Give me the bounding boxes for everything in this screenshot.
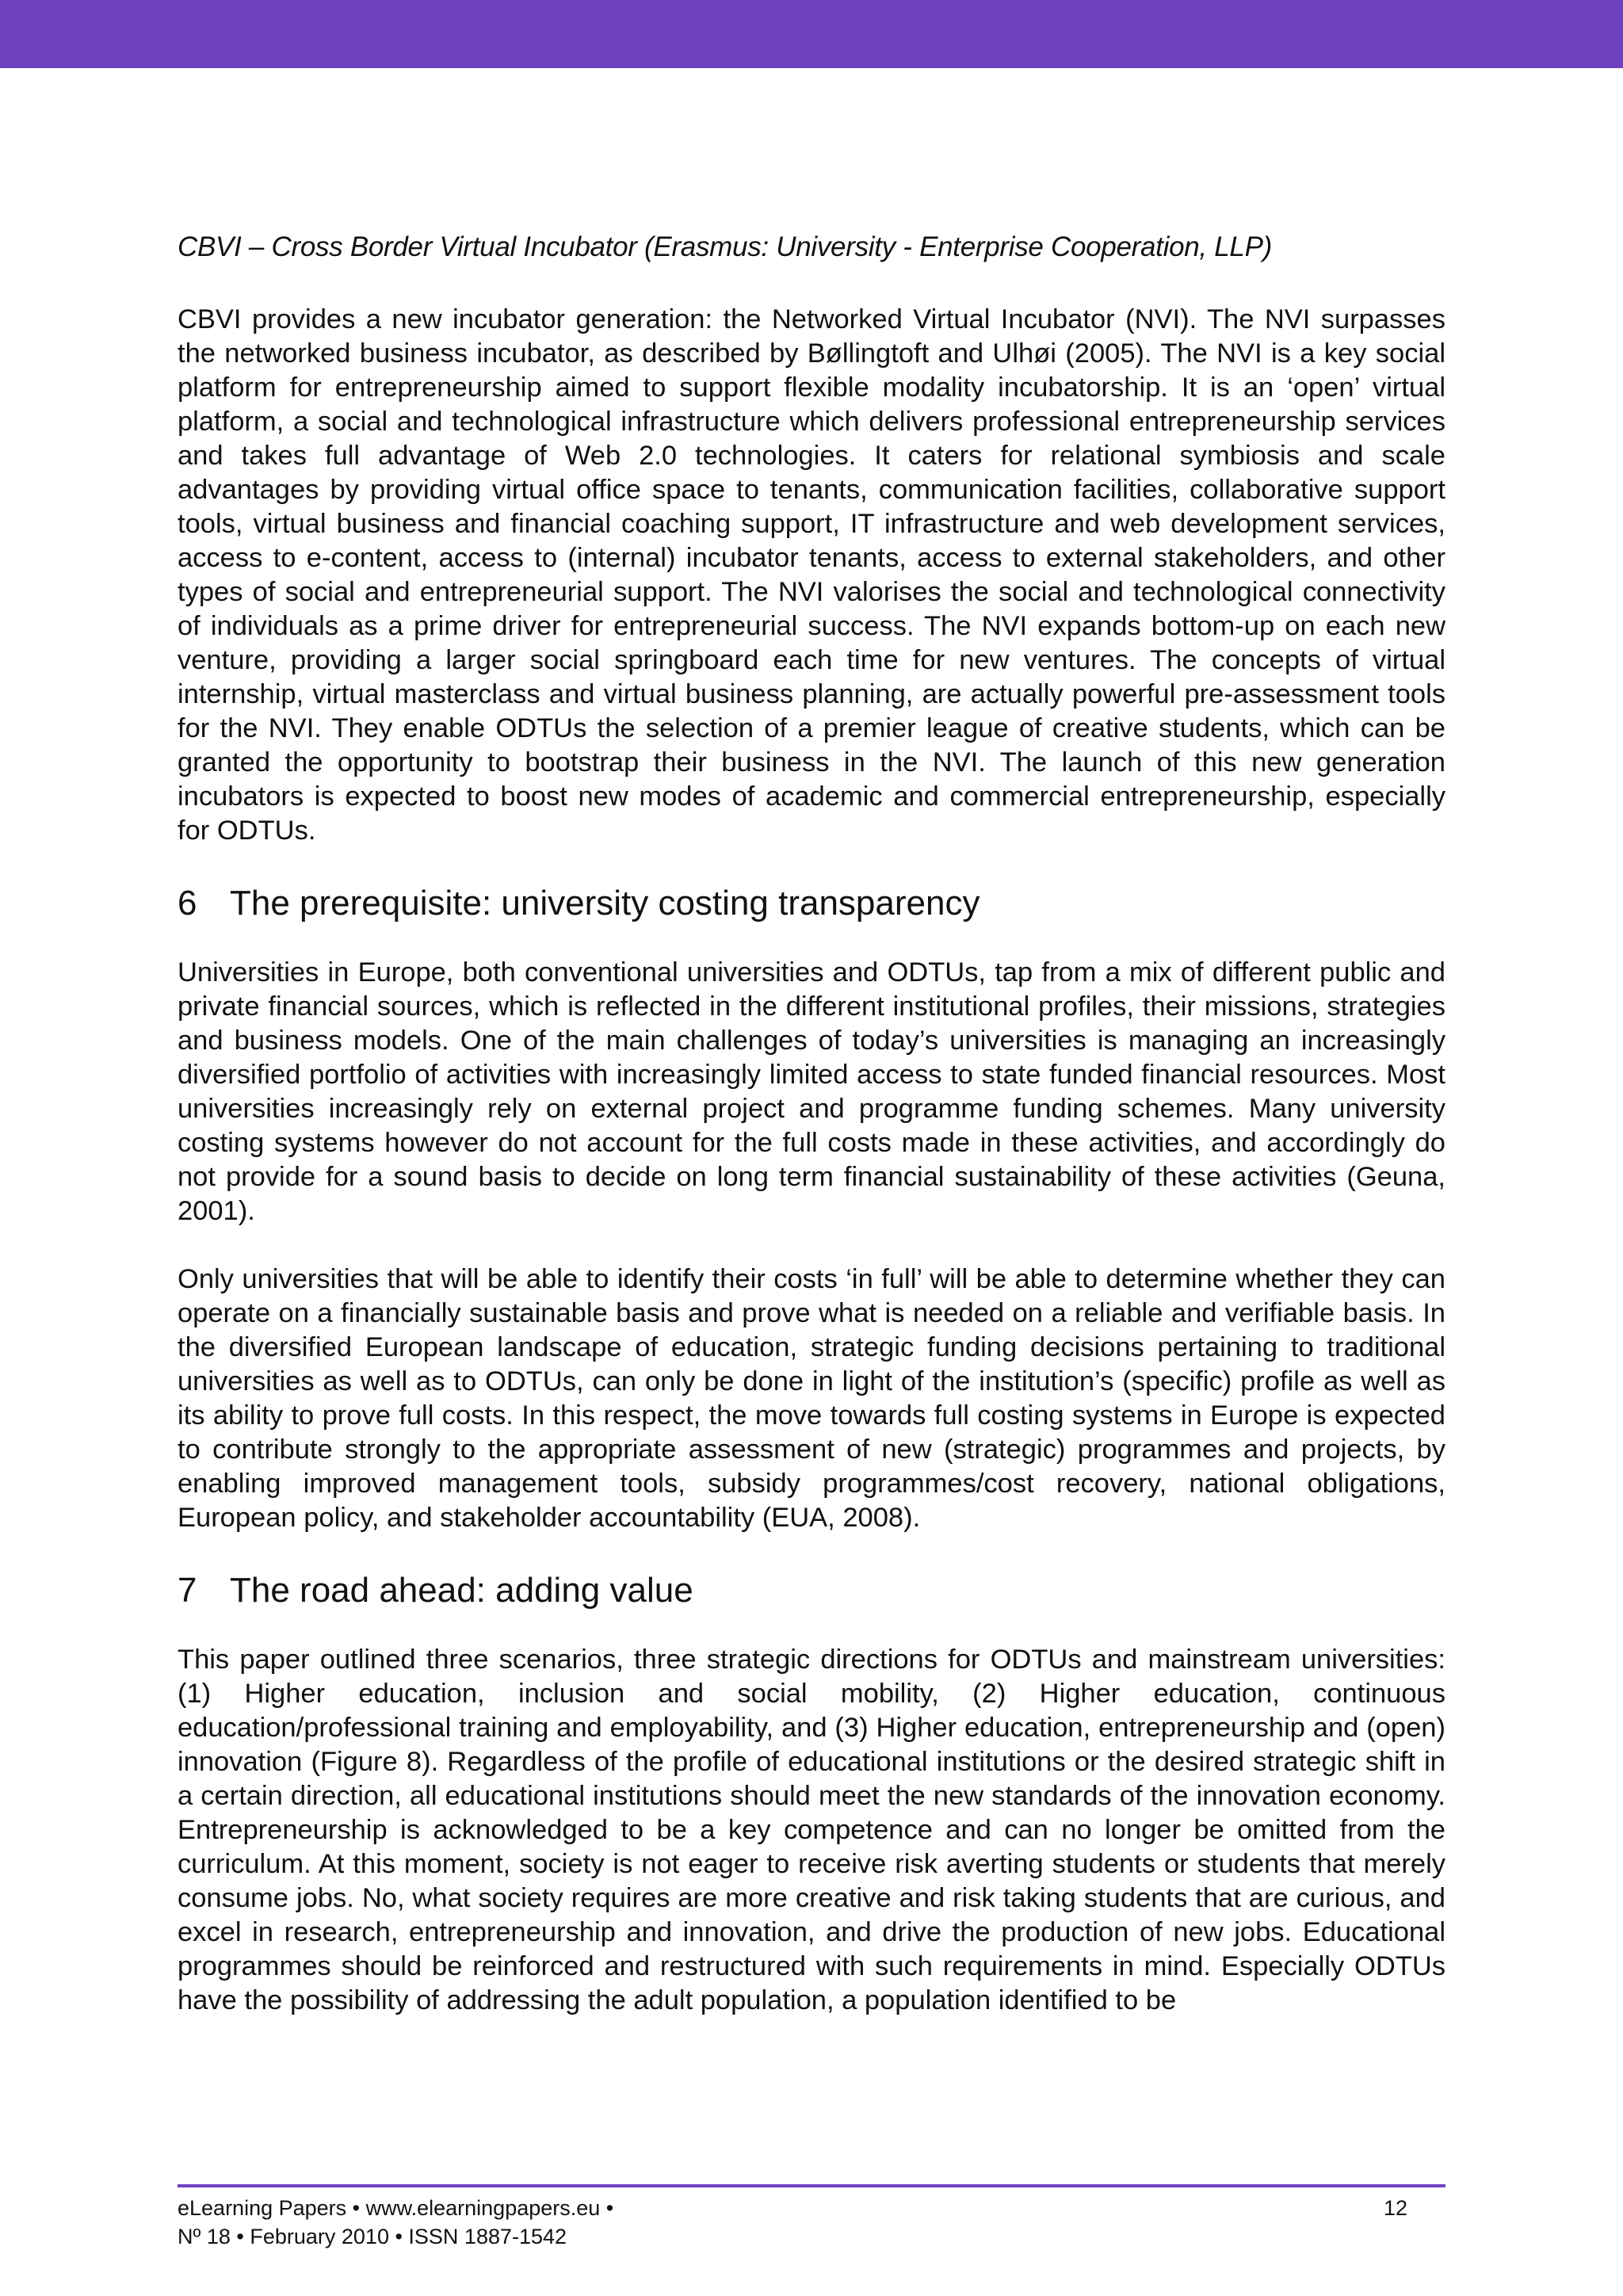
section-6-title: The prerequisite: university costing transparency bbox=[230, 884, 980, 923]
page-content bbox=[178, 230, 1445, 2018]
footer-issue-line: Nº 18 • February 2010 • ISSN 1887-1542 bbox=[178, 2225, 567, 2248]
section-7-number: 7 bbox=[178, 1571, 197, 1610]
footer-publication-line: eLearning Papers • www.elearningpapers.eu • bbox=[178, 2196, 614, 2220]
page-number: 12 bbox=[1383, 2196, 1407, 2220]
section-7-title: The road ahead: adding value bbox=[230, 1571, 693, 1610]
project-title: CBVI – Cross Border Virtual Incubator (Erasmus: University - Enterprise Cooperation, LLP) bbox=[178, 231, 1272, 262]
section-7-heading bbox=[178, 1570, 1445, 1611]
section-6-paragraph-1: Universities in Europe, both conventional universities and ODTUs, tap from a mix of different public and private financial sources, which is reflected in the different institutional profiles, their missions, strategies and business models. One of the main challenges of today’s universities is managing an increasingly diversified portfolio of activities with increasingly limited access to state funded financial resources. Most universities increasingly rely on external project and programme funding schemes. Many university costing systems however do not account for the full costs made in these activities, and accordingly do not provide for a sound basis to decide on long term financial sustainability of these activities (Geuna, 2001). bbox=[178, 957, 1445, 1226]
page-footer bbox=[178, 2194, 1407, 2251]
section-6-number: 6 bbox=[178, 884, 197, 923]
footer-divider bbox=[178, 2184, 1445, 2187]
section-6-heading bbox=[178, 883, 1445, 924]
section-6-paragraph-2: Only universities that will be able to identify their costs ‘in full’ will be able to determine whether they can operate on a financially sustainable basis and prove what is needed on a reliable and verifiable basis. In the diversified European landscape of education, strategic funding decisions pertaining to traditional universities as well as to ODTUs, can only be done in light of the institution’s (specific) profile as well as its ability to prove full costs. In this respect, the move towards full costing systems in Europe is expected to contribute strongly to the appropriate assessment of new (strategic) programmes and projects, by enabling improved management tools, subsidy programmes/cost recovery, national obligations, European policy, and stakeholder accountability (EUA, 2008). bbox=[178, 1264, 1445, 1533]
section-7-paragraph-1: This paper outlined three scenarios, three strategic directions for ODTUs and mainstream universities: (1) Higher education, inclusion and social mobility, (2) Higher education, continuous education/professional training and employability, and (3) Higher education, entrepreneurship and (open) innovation (Figure 8). Regardless of the profile of educational institutions or the desired strategic shift in a certain direction, all educational institutions should meet the new standards of the innovation economy. Entrepreneurship is acknowledged to be a key competence and can no longer be omitted from the curriculum. At this moment, society is not eager to receive risk averting students or students that merely consume jobs. No, what society requires are more creative and risk taking students that are curious, and excel in research, entrepreneurship and innovation, and drive the production of new jobs. Educational programmes should be reinforced and restructured with such requirements in mind. Especially ODTUs have the possibility of addressing the adult population, a population identified to be bbox=[178, 1645, 1445, 2015]
intro-paragraph: CBVI provides a new incubator generation: the Networked Virtual Incubator (NVI). The NVI surpasses the networked business incubator, as described by Bøllingtoft and Ulhøi (2005). The NVI is a key social platform for entrepreneurship aimed to support flexible modality incubatorship. It is an ‘open’ virtual platform, a social and technological infrastructure which delivers professional entrepreneurship services and takes full advantage of Web 2.0 technologies. It caters for relational symbiosis and scale advantages by providing virtual office space to tenants, communication facilities, collaborative support tools, virtual business and financial coaching support, IT infrastructure and web development services, access to e-content, access to (internal) incubator tenants, access to external stakeholders, and other types of social and entrepreneurial support. The NVI valorises the social and technological connectivity of individuals as a prime driver for entrepreneurial success. The NVI expands bottom-up on each new venture, providing a larger social springboard each time for new ventures. The concepts of virtual internship, virtual masterclass and virtual business planning, are actually powerful pre-assessment tools for the NVI. They enable ODTUs the selection of a premier league of creative students, which can be granted the opportunity to bootstrap their business in the NVI. The launch of this new generation incubators is expected to boost new modes of academic and commercial entrepreneurship, especially for ODTUs. bbox=[178, 304, 1445, 846]
top-accent-band bbox=[0, 0, 1623, 68]
